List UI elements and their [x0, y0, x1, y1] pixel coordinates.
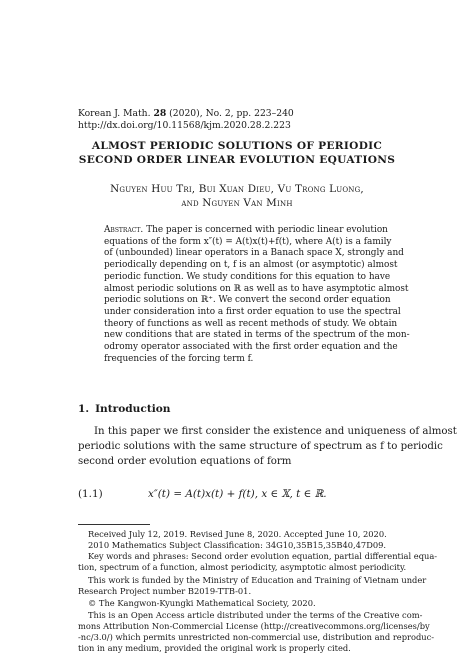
abstract-label: Abstract.	[104, 225, 144, 235]
footnote-copyright: © The Kangwon-Kyungki Mathematical Society, 2020.	[88, 598, 316, 608]
footnote-funding-cont: Research Project number B2019-TTB-01.	[78, 586, 252, 596]
section-number: 1.	[78, 403, 90, 415]
footnote-license-cont: tion in any medium, provided the original work is properly cited.	[78, 643, 351, 653]
journal-doi: http://dx.doi.org/10.11568/kjm.2020.28.2.223	[78, 120, 291, 131]
abstract-line: theory of functions as well as recent methods of study. We obtain	[104, 318, 398, 329]
footnote-license-cont: mons Attribution Non-Commercial License (http://creativecommons.org/licenses/by	[78, 621, 430, 631]
intro-line: second order evolution equations of form	[78, 456, 292, 467]
footnote-license-cont: -nc/3.0/) which permits unrestricted non-commercial use, distribution and reproduc-	[78, 632, 435, 642]
journal-name: Korean J. Math.	[78, 108, 151, 119]
intro-line: periodic solutions with the same structure of spectrum as f to periodic	[78, 441, 443, 452]
footnote-funding: This work is funded by the Ministry of Education and Training of Vietnam under	[88, 575, 427, 585]
journal-citation	[78, 108, 294, 120]
intro-line: In this paper we first consider the existence and uniqueness of almost	[94, 426, 457, 437]
journal-volume: 28	[153, 108, 167, 119]
abstract-line: The paper is concerned with periodic linear evolution	[146, 225, 388, 235]
abstract-line: almost periodic solutions on ℝ as well as to have asymptotic almost	[104, 283, 409, 294]
abstract-line: odromy operator associated with the first order equation and the	[104, 342, 398, 353]
abstract-line: periodically depending on t, f is an almost (or asymptotic) almost	[104, 260, 398, 271]
paper-title-line-1: ALMOST PERIODIC SOLUTIONS OF PERIODIC	[91, 140, 383, 152]
footnote-license: This is an Open Access article distributed under the terms of the Creative com-	[88, 610, 423, 620]
abstract-line: periodic function. We study conditions for this equation to have	[104, 271, 391, 282]
paper-title-line-2: SECOND ORDER LINEAR EVOLUTION EQUATIONS	[78, 154, 396, 166]
footnote-received: Received July 12, 2019. Revised June 8, 2020. Accepted June 10, 2020.	[88, 529, 387, 539]
footnote-keywords: Key words and phrases: Second order evolution equation, partial differential equa-	[88, 551, 438, 561]
footnote-msc: 2010 Mathematics Subject Classification: 34G10,35B15,35B40,47D09.	[88, 540, 387, 550]
section-title: Introduction	[95, 403, 171, 415]
abstract-line: periodic solutions on ℝ⁺. We convert the second order equation	[104, 295, 391, 306]
footnote-keywords-cont: tion, spectrum of a function, almost periodicity, asymptotic almost periodicity.	[78, 562, 407, 572]
authors-line-2: and Nguyen Van Minh	[181, 197, 293, 209]
equation-1-1: x″(t) = A(t)x(t) + f(t), x ∈ 𝕏, t ∈ ℝ.	[148, 488, 327, 500]
journal-issue-pages: (2020), No. 2, pp. 223–240	[169, 108, 294, 119]
abstract	[104, 225, 410, 365]
abstract-line: equations of the form x″(t) = A(t)x(t)+f(t), where A(t) is a family	[104, 236, 392, 247]
abstract-line: frequencies of the forcing term f.	[104, 353, 254, 364]
authors-line-1: Nguyen Huu Tri, Bui Xuan Dieu, Vu Trong Luong,	[110, 183, 364, 195]
equation-number: (1.1)	[78, 488, 103, 500]
footnote-rule	[78, 524, 150, 525]
section-heading	[78, 403, 171, 415]
abstract-line: under consideration into a first order equation to use the spectral	[104, 306, 401, 317]
abstract-line: new conditions that are stated in terms of the spectrum of the mon-	[104, 330, 410, 341]
abstract-line: of (unbounded) linear operators in a Banach space X, strongly and	[104, 248, 404, 259]
